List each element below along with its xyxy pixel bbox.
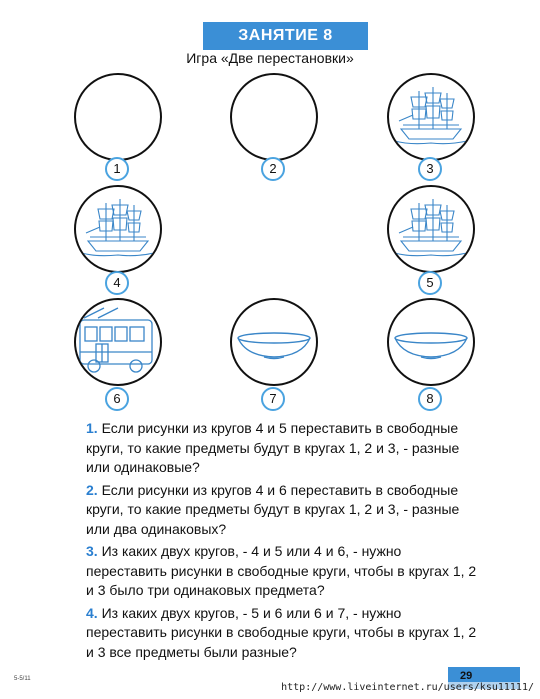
- circle-2: [230, 73, 318, 161]
- circle-1: [74, 73, 162, 161]
- circle-number-6: 6: [105, 387, 129, 411]
- trolleybus-icon: [76, 300, 160, 384]
- question-2: 2. Если рисунки из кругов 4 и 6 переставить в свободные круги, то какие предметы будут в кругах 1, 2 и 3, - разные или два одинаковых?: [86, 481, 460, 537]
- circle-6: [74, 298, 162, 386]
- question-1: 1. Если рисунки из кругов 4 и 5 переставить в свободные круги, то какие предметы будут в кругах 1, 2 и 3, - разные или одинаковые?: [86, 420, 460, 475]
- question-3: 3. Из каких двух кругов, - 4 и 5 или 4 и 6, - нужно переставить рисунки в свободные круги, чтобы в кругах 1, 2 и 3 было три одинаковых предмета?: [86, 543, 477, 598]
- ship-icon: [76, 187, 160, 271]
- circle-number-2: 2: [261, 157, 285, 181]
- circle-number-5: 5: [418, 271, 442, 295]
- ship-icon: [389, 75, 473, 159]
- circle-number-3: 3: [418, 157, 442, 181]
- circle-3: [387, 73, 475, 161]
- lesson-title: ЗАНЯТИЕ 8: [203, 22, 368, 50]
- game-title: Игра «Две перестановки»: [186, 50, 354, 66]
- page-number: 29: [448, 667, 520, 689]
- circle-number-8: 8: [418, 387, 442, 411]
- circle-5: [387, 185, 475, 273]
- print-code: 5-5/11: [14, 676, 31, 682]
- circle-number-4: 4: [105, 271, 129, 295]
- circle-7: [230, 298, 318, 386]
- bowl-icon: [389, 300, 473, 384]
- bowl-icon: [232, 300, 316, 384]
- circle-8: [387, 298, 475, 386]
- question-4: 4. Из каких двух кругов, - 5 и 6 или 6 и 7, - нужно переставить рисунки в свободные круги, чтобы в кругах 1, 2 и 3 все предметы были разные?: [86, 604, 477, 660]
- circle-number-1: 1: [105, 157, 129, 181]
- ship-icon: [389, 187, 473, 271]
- watermark-url: http://www.liveinternet.ru/users/ksu11111/: [281, 682, 534, 693]
- question-list: [86, 419, 478, 665]
- circle-4: [74, 185, 162, 273]
- circle-number-7: 7: [261, 387, 285, 411]
